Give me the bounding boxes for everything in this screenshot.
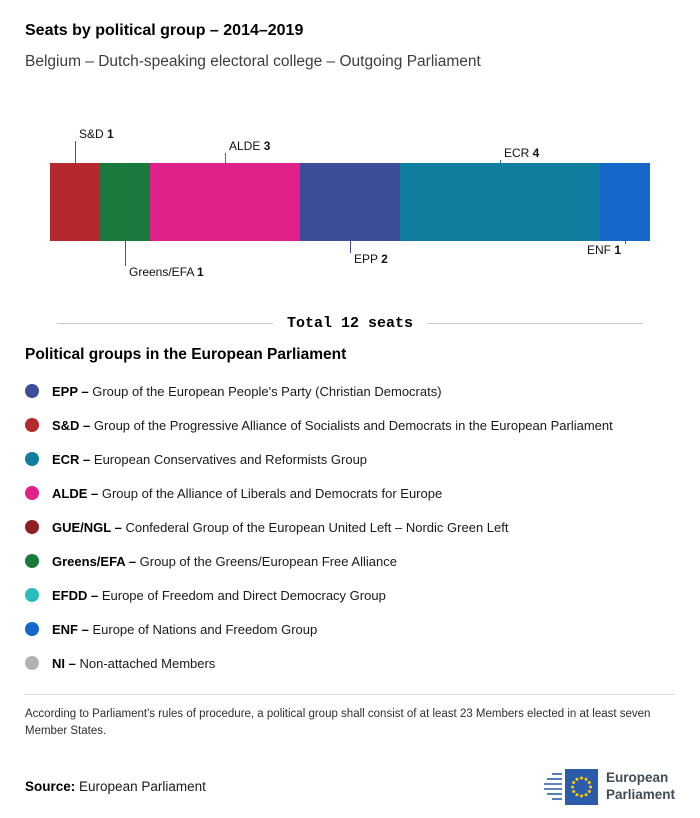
group-color-dot-icon	[25, 520, 39, 534]
legend-item-efdd	[25, 578, 675, 612]
footnote-text: According to Parliament's rules of procedure, a political group shall consist of at least 23 Members elected in at least seven Member States.	[25, 708, 651, 737]
legend-heading: Political groups in the European Parliament	[25, 346, 347, 364]
callout-line	[500, 160, 501, 163]
callout-label-enf: ENF 1	[586, 243, 621, 258]
legend-section	[25, 346, 675, 680]
legend-item-greens-efa	[25, 544, 675, 578]
callout-line	[625, 241, 626, 244]
callout-label-alde: ALDE 3	[229, 139, 271, 154]
callout-line	[225, 153, 226, 163]
legend-item-ni	[25, 646, 675, 680]
header	[25, 22, 675, 71]
legend-item-label: Greens/EFA – Group of the Greens/European Free Alliance	[52, 553, 397, 569]
callout-line	[350, 241, 351, 253]
bar-segment-s-d	[50, 163, 100, 241]
legend-item-label: ENF – Europe of Nations and Freedom Group	[52, 621, 318, 637]
callout-line	[125, 241, 126, 266]
source-line	[25, 779, 206, 794]
source-label: Source:	[25, 779, 76, 795]
group-color-dot-icon	[25, 554, 39, 568]
legend-item-label: ALDE – Group of the Alliance of Liberals and Democrats for Europe	[52, 485, 443, 501]
stacked-bar	[50, 163, 650, 241]
legend-item-s-d	[25, 408, 675, 442]
page-subtitle: Belgium – Dutch-speaking electoral college – Outgoing Parliament	[25, 53, 481, 71]
legend-item-enf	[25, 612, 675, 646]
seats-stacked-bar-chart	[50, 121, 650, 291]
bar-segment-enf	[600, 163, 650, 241]
divider-line-right	[427, 323, 643, 324]
legend-item-epp	[25, 374, 675, 408]
callout-label-s-d: S&D 1	[79, 127, 114, 142]
footnote-divider	[25, 694, 675, 695]
total-seats-label: Total 12 seats	[286, 315, 414, 333]
eu-flag-icon	[538, 766, 598, 808]
legend-item-ecr	[25, 442, 675, 476]
source-value: European Parliament	[79, 779, 206, 795]
legend-item-gue-ngl	[25, 510, 675, 544]
group-color-dot-icon	[25, 588, 39, 602]
group-color-dot-icon	[25, 418, 39, 432]
european-parliament-logo	[538, 766, 675, 808]
page-title: Seats by political group – 2014–2019	[25, 22, 304, 39]
legend-item-label: EPP – Group of the European People's Party (Christian Democrats)	[52, 383, 442, 399]
bar-segment-epp	[300, 163, 400, 241]
callout-label-greens-efa: Greens/EFA 1	[129, 265, 204, 280]
bar-segment-alde	[150, 163, 300, 241]
legend-list	[25, 374, 675, 680]
total-seats-divider	[57, 315, 643, 332]
bar-segment-ecr	[400, 163, 600, 241]
group-color-dot-icon	[25, 622, 39, 636]
logo-wordmark	[606, 770, 675, 802]
legend-item-label: NI – Non-attached Members	[52, 655, 216, 671]
group-color-dot-icon	[25, 384, 39, 398]
legend-item-label: GUE/NGL – Confederal Group of the European United Left – Nordic Green Left	[52, 519, 509, 535]
callout-line	[75, 141, 76, 163]
group-color-dot-icon	[25, 656, 39, 670]
legend-item-label: ECR – European Conservatives and Reformists Group	[52, 451, 368, 467]
divider-line-left	[57, 323, 273, 324]
logo-word-1: European	[605, 770, 669, 786]
logo-word-2: Parliament	[605, 786, 675, 802]
legend-item-alde	[25, 476, 675, 510]
group-color-dot-icon	[25, 452, 39, 466]
callout-label-ecr: ECR 4	[504, 146, 540, 161]
seats-chart-section	[25, 121, 675, 332]
legend-item-label: EFDD – Europe of Freedom and Direct Democracy Group	[52, 587, 386, 603]
footer	[25, 766, 675, 808]
group-color-dot-icon	[25, 486, 39, 500]
callout-label-epp: EPP 2	[354, 252, 388, 267]
bar-segment-greens-efa	[100, 163, 150, 241]
legend-item-label: S&D – Group of the Progressive Alliance of Socialists and Democrats in the European Parliament	[52, 417, 613, 433]
